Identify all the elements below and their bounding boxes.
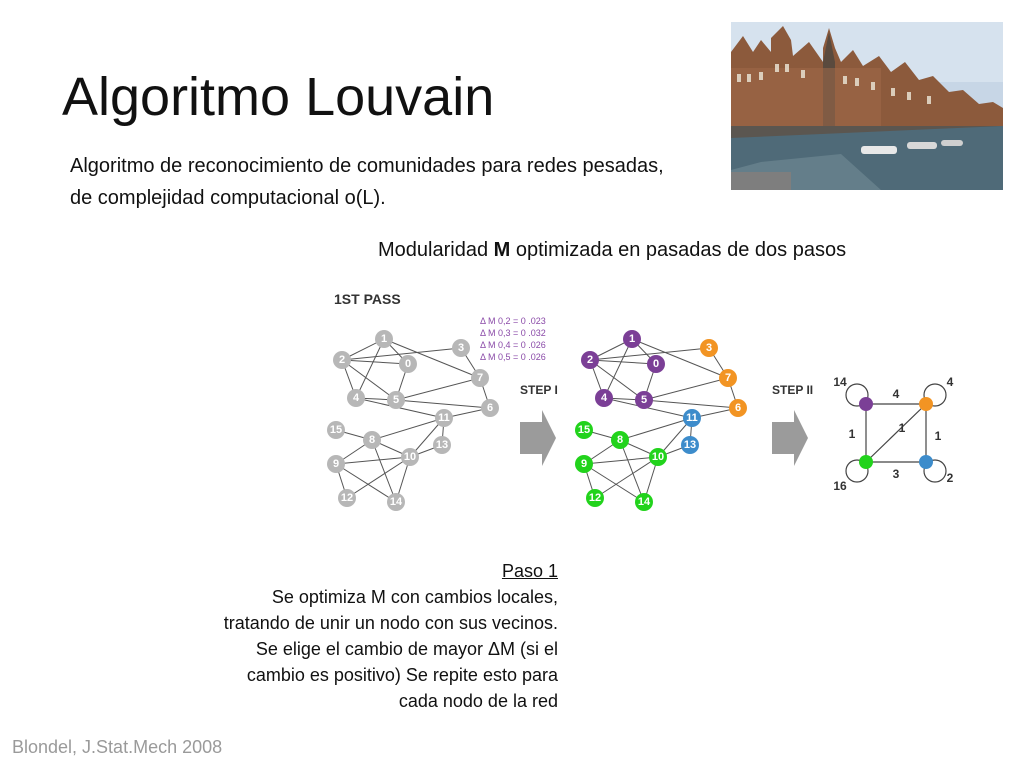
delta-m-line: Δ M 0,3 = 0 .032 xyxy=(480,328,546,338)
edge-weight-label: 1 xyxy=(934,429,942,443)
citation-footer: Blondel, J.Stat.Mech 2008 xyxy=(12,737,223,757)
louvain-diagram xyxy=(320,282,980,522)
node-label: 0 xyxy=(404,358,412,370)
node-label: 6 xyxy=(734,402,742,414)
graph-edge xyxy=(336,457,410,464)
step-line: cambio es positivo) Se repite esto para xyxy=(246,665,558,685)
edge-weight-label: 2 xyxy=(946,471,954,485)
graph-edge xyxy=(356,339,384,398)
edge-weight-label: 14 xyxy=(833,375,847,389)
node-label: 7 xyxy=(724,372,732,384)
edge-weight-label: 1 xyxy=(898,421,906,435)
node-label: 11 xyxy=(686,412,698,424)
edge-weight-label: 4 xyxy=(946,375,954,389)
node-label: 9 xyxy=(580,458,588,470)
community-node xyxy=(919,397,933,411)
step-one-arrow xyxy=(520,410,556,466)
step-line: tratando de unir un nodo con sus vecinos. xyxy=(223,613,558,633)
step-line: Se optimiza M con cambios locales, xyxy=(271,587,558,607)
node-label: 8 xyxy=(616,434,624,446)
edge-weight-label: 1 xyxy=(848,427,856,441)
community-node xyxy=(859,397,873,411)
node-label: 2 xyxy=(338,354,346,366)
node-label: 14 xyxy=(637,496,651,508)
node-label: 3 xyxy=(705,342,713,354)
node-label: 4 xyxy=(352,392,360,404)
node-label: 15 xyxy=(329,424,343,436)
graph-edge xyxy=(604,339,632,398)
graph-edge xyxy=(620,418,692,440)
original-graph xyxy=(327,330,499,511)
node-label: 4 xyxy=(600,392,608,404)
node-label: 6 xyxy=(486,402,494,414)
step-two-label: STEP II xyxy=(772,383,814,397)
delta-m-line: Δ M 0,2 = 0 .023 xyxy=(480,316,546,326)
modularity-caption xyxy=(378,236,846,264)
step-heading: Paso 1 xyxy=(501,561,558,581)
first-pass-label: 1ST PASS xyxy=(334,291,401,307)
delta-m-list xyxy=(480,316,546,362)
node-label: 5 xyxy=(640,394,648,406)
modularity-symbol: M xyxy=(493,239,511,261)
node-label: 15 xyxy=(577,424,591,436)
graph-edge xyxy=(396,378,480,400)
graph-edge xyxy=(342,360,408,364)
node-label: 10 xyxy=(403,451,417,463)
edge-weight-label: 3 xyxy=(892,467,900,481)
collapsed-graph xyxy=(833,375,953,493)
graph-edge xyxy=(372,418,444,440)
slide-subtitle: Algoritmo de reconocimiento de comunidades para redes pesadas, de complejidad computacional o(L). xyxy=(70,155,664,209)
node-label: 10 xyxy=(651,451,665,463)
graph-edge xyxy=(584,457,658,464)
node-label: 0 xyxy=(652,358,660,370)
ghent-canal-photo xyxy=(731,22,1003,190)
node-label: 13 xyxy=(435,439,449,451)
step-line: Se elige el cambio de mayor ΔM (si el xyxy=(255,639,558,659)
node-label: 1 xyxy=(628,333,636,345)
graph-edge xyxy=(396,400,490,408)
delta-m-line: Δ M 0,4 = 0 .026 xyxy=(480,340,546,350)
modularity-text-pre: Modularidad xyxy=(378,239,494,261)
node-label: 8 xyxy=(368,434,376,446)
step-two-arrow xyxy=(772,410,808,466)
edge-weight-label: 4 xyxy=(892,387,900,401)
step-one-label: STEP I xyxy=(520,383,558,397)
node-label: 2 xyxy=(586,354,594,366)
node-label: 3 xyxy=(457,342,465,354)
graph-edge xyxy=(590,360,656,364)
graph-edge xyxy=(644,400,738,408)
node-label: 1 xyxy=(380,333,388,345)
node-label: 5 xyxy=(392,394,400,406)
slide-title: Algoritmo Louvain xyxy=(62,67,495,127)
step-explanation xyxy=(160,558,558,714)
node-label: 9 xyxy=(332,458,340,470)
node-label: 14 xyxy=(389,496,403,508)
node-label: 13 xyxy=(683,439,697,451)
node-label: 12 xyxy=(340,492,354,504)
edge-weight-label: 16 xyxy=(833,479,847,493)
modularity-text-post: optimizada en pasadas de dos pasos xyxy=(510,239,847,261)
community-node xyxy=(859,455,873,469)
node-label: 11 xyxy=(438,412,450,424)
delta-m-line: Δ M 0,5 = 0 .026 xyxy=(480,352,546,362)
community-node xyxy=(919,455,933,469)
node-label: 12 xyxy=(588,492,602,504)
community-graph xyxy=(575,330,747,511)
collapsed-edge xyxy=(866,404,926,462)
graph-edge xyxy=(644,378,728,400)
node-label: 7 xyxy=(476,372,484,384)
step-line: cada nodo de la red xyxy=(398,691,558,711)
